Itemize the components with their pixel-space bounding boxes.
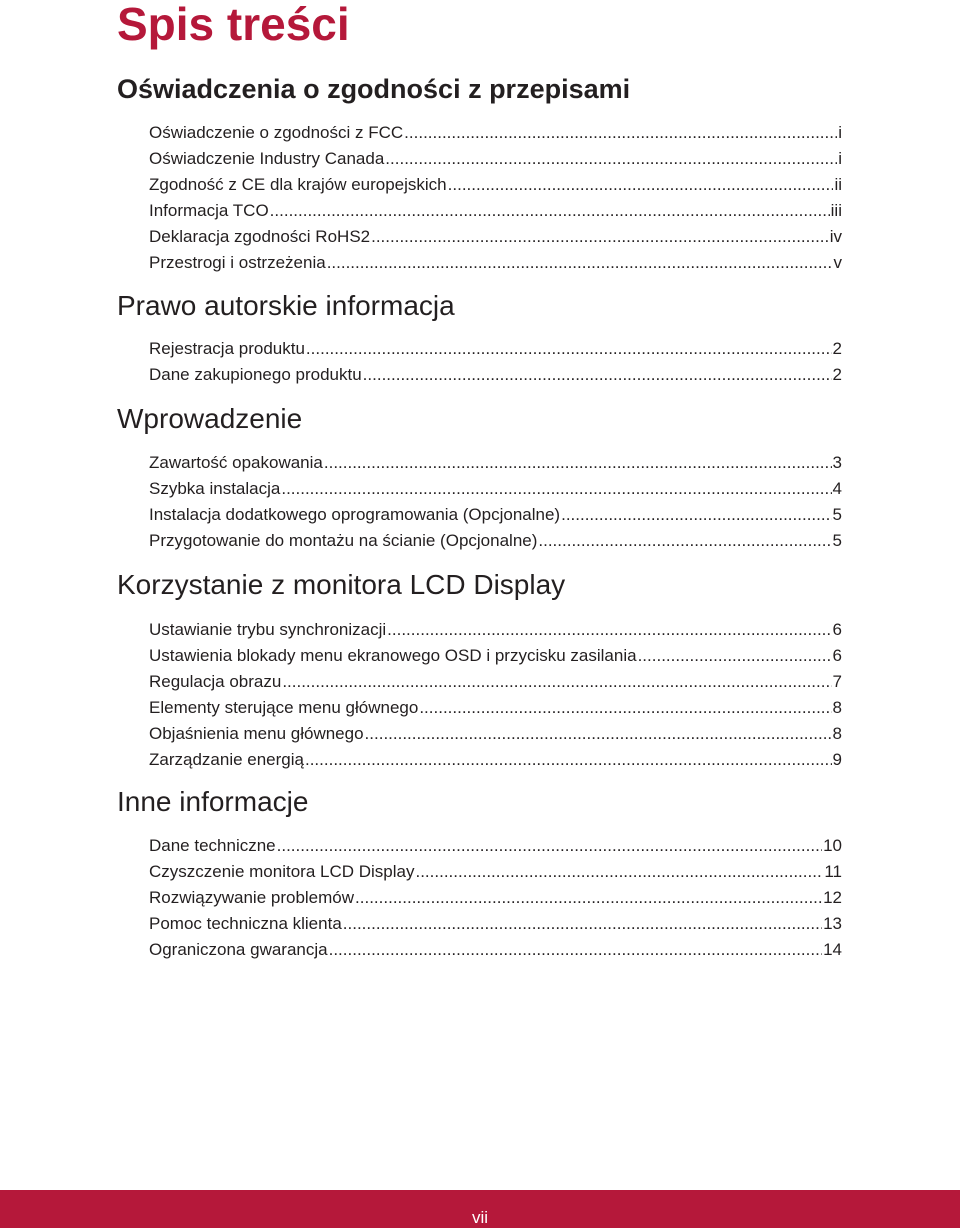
toc-entry-page: 5 — [832, 531, 842, 550]
toc-section-other-info — [117, 785, 842, 963]
toc-entry[interactable] — [149, 450, 842, 476]
toc-entry-text: Regulacja obrazu — [149, 672, 282, 691]
toc-entry-text: Rejestracja produktu — [149, 339, 305, 358]
toc-entry-text: Informacja TCO — [149, 201, 269, 220]
dot-leader — [281, 476, 831, 502]
section-heading: Inne informacje — [117, 786, 309, 817]
toc-entry[interactable] — [149, 859, 842, 885]
toc-entry-page: 9 — [832, 750, 842, 769]
page-title: Spis treści — [117, 0, 350, 50]
toc-entry-text: Dane zakupionego produktu — [149, 365, 362, 384]
toc-entry[interactable] — [149, 336, 842, 362]
toc-entry-page: iv — [829, 227, 842, 246]
section-heading: Wprowadzenie — [117, 403, 303, 434]
dot-leader — [448, 172, 834, 198]
dot-leader — [419, 695, 831, 721]
section-heading: Prawo autorskie informacja — [117, 290, 455, 321]
dot-leader — [365, 721, 832, 747]
toc-entry-text: Instalacja dodatkowego oprogramowania (Opcjonalne) — [149, 505, 561, 524]
dot-leader — [324, 450, 832, 476]
toc-entry-page: i — [838, 123, 842, 142]
toc-entry-page: 8 — [832, 724, 842, 743]
toc-entry-text: Deklaracja zgodności RoHS2 — [149, 227, 371, 246]
dot-leader — [306, 336, 832, 362]
toc-entry-page: 14 — [823, 940, 842, 959]
toc-entry[interactable] — [149, 833, 842, 859]
toc-section-introduction — [117, 402, 842, 554]
toc-entry[interactable] — [149, 669, 842, 695]
toc-entry-page: v — [833, 253, 842, 272]
toc-entry[interactable] — [149, 617, 842, 643]
dot-leader — [638, 643, 832, 669]
dot-leader — [282, 669, 831, 695]
toc-entry[interactable] — [149, 146, 842, 172]
toc-entry-page: 13 — [823, 914, 842, 933]
toc-section-using-monitor — [117, 568, 842, 773]
toc-entry-text: Oświadczenie o zgodności z FCC — [149, 123, 404, 142]
toc-entry[interactable] — [149, 643, 842, 669]
dot-leader — [561, 502, 831, 528]
toc-entry-text: Oświadczenie Industry Canada — [149, 149, 385, 168]
toc-entry-page: 2 — [832, 365, 842, 384]
toc-entry[interactable] — [149, 885, 842, 911]
footer-page-number: vii — [471, 1208, 489, 1227]
toc-entry[interactable] — [149, 224, 842, 250]
toc-entry[interactable] — [149, 747, 842, 773]
toc-entry-text: Zgodność z CE dla krajów europejskich — [149, 175, 447, 194]
dot-leader — [404, 120, 837, 146]
toc-entry[interactable] — [149, 198, 842, 224]
toc-entry-text: Dane techniczne — [149, 836, 276, 855]
toc-entry[interactable] — [149, 695, 842, 721]
toc-entry-page: 12 — [823, 888, 842, 907]
toc-entry-text: Elementy sterujące menu głównego — [149, 698, 419, 717]
toc-entry[interactable] — [149, 937, 842, 963]
dot-leader — [329, 937, 822, 963]
footer-bar — [0, 1190, 960, 1228]
section-heading: Korzystanie z monitora LCD Display — [117, 569, 566, 600]
toc-entry[interactable] — [149, 362, 842, 388]
toc-entry-list — [117, 450, 842, 554]
toc-entry-page: 3 — [832, 453, 842, 472]
toc-entry-text: Przestrogi i ostrzeżenia — [149, 253, 326, 272]
toc-entry-page: 11 — [824, 862, 842, 881]
toc-entry[interactable] — [149, 721, 842, 747]
dot-leader — [371, 224, 829, 250]
dot-leader — [385, 146, 837, 172]
dot-leader — [355, 885, 822, 911]
toc-entry-text: Czyszczenie monitora LCD Display — [149, 862, 415, 881]
dot-leader — [538, 528, 831, 554]
toc-entry-list — [117, 120, 842, 276]
toc-entry-page: ii — [834, 175, 842, 194]
toc-entry-text: Przygotowanie do montażu na ścianie (Opcjonalne) — [149, 531, 538, 550]
toc-entry-text: Ustawienia blokady menu ekranowego OSD i przycisku zasilania — [149, 646, 637, 665]
toc-entry[interactable] — [149, 120, 842, 146]
dot-leader — [363, 362, 832, 388]
toc-entry[interactable] — [149, 250, 842, 276]
toc-entry-text: Zawartość opakowania — [149, 453, 323, 472]
dot-leader — [415, 859, 823, 885]
toc-entry-list — [117, 833, 842, 963]
toc-entry-page: i — [838, 149, 842, 168]
toc-entry-page: 5 — [832, 505, 842, 524]
dot-leader — [343, 911, 822, 937]
toc-entry[interactable] — [149, 172, 842, 198]
toc-entry-page: 2 — [832, 339, 842, 358]
toc-entry[interactable] — [149, 476, 842, 502]
toc-entry[interactable] — [149, 528, 842, 554]
section-heading: Oświadczenia o zgodności z przepisami — [117, 74, 631, 104]
toc-entry-page: 6 — [832, 646, 842, 665]
toc-entry-page: iii — [830, 201, 842, 220]
toc-entry-text: Szybka instalacja — [149, 479, 281, 498]
toc-entry-list — [117, 617, 842, 773]
toc-entry-text: Ustawianie trybu synchronizacji — [149, 620, 387, 639]
toc-entry-page: 7 — [832, 672, 842, 691]
toc-entry-page: 10 — [823, 836, 842, 855]
toc-entry-text: Pomoc techniczna klienta — [149, 914, 342, 933]
dot-leader — [305, 747, 832, 773]
toc-entry-page: 8 — [832, 698, 842, 717]
toc-entry-text: Zarządzanie energią — [149, 750, 304, 769]
toc-entry-page: 4 — [832, 479, 842, 498]
dot-leader — [277, 833, 822, 859]
toc-entry-text: Rozwiązywanie problemów — [149, 888, 355, 907]
toc-entry-text: Objaśnienia menu głównego — [149, 724, 364, 743]
toc-entry-text: Ograniczona gwarancja — [149, 940, 328, 959]
toc-section-copyright — [117, 289, 842, 388]
toc-entry-page: 6 — [832, 620, 842, 639]
dot-leader — [387, 617, 831, 643]
toc-entry-list — [117, 336, 842, 388]
toc-entry[interactable] — [149, 911, 842, 937]
dot-leader — [270, 198, 830, 224]
toc-entry[interactable] — [149, 502, 842, 528]
dot-leader — [327, 250, 833, 276]
toc-section-compliance — [117, 72, 842, 276]
